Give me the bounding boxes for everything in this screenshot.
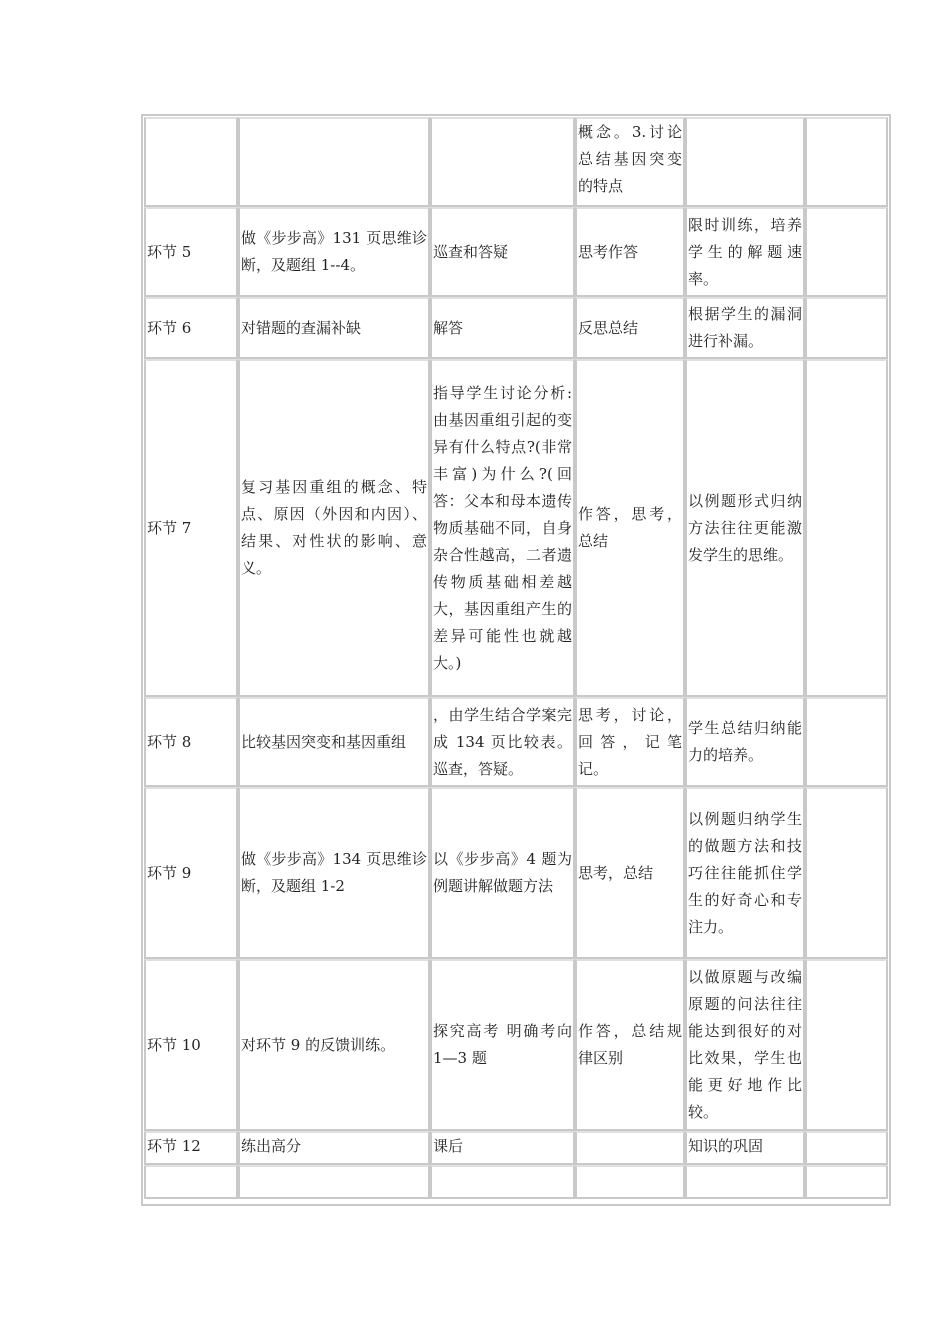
content-cell <box>238 117 430 207</box>
stage-cell <box>144 1165 238 1199</box>
student-activity-cell: 概念。3.讨论总结基因突变的特点 <box>575 117 685 207</box>
table-row <box>144 117 888 207</box>
stage-cell: 环节 10 <box>144 959 238 1131</box>
content-cell <box>238 1165 430 1199</box>
table-row <box>144 297 888 359</box>
stage-cell: 环节 6 <box>144 297 238 359</box>
teacher-activity-cell: 巡查和答疑 <box>430 207 575 297</box>
extra-cell <box>805 787 888 959</box>
teacher-activity-cell: 指导学生讨论分析:由基因重组引起的变异有什么特点?(非常丰富)为什么?(回答：父本和母本遗传物质基础不同，自身杂合性越高，二者遗传物质基础相差越大，基因重组产生的差异可能性也就越大。) <box>430 359 575 697</box>
content-cell: 对环节 9 的反馈训练。 <box>238 959 430 1131</box>
stage-cell <box>144 117 238 207</box>
table-row <box>144 207 888 297</box>
stage-cell: 环节 9 <box>144 787 238 959</box>
content-cell: 做《步步高》134 页思维诊断，及题组 1-2 <box>238 787 430 959</box>
content-cell: 比较基因突变和基因重组 <box>238 697 430 787</box>
teacher-activity-cell: 解答 <box>430 297 575 359</box>
extra-cell <box>805 297 888 359</box>
content-cell: 对错题的查漏补缺 <box>238 297 430 359</box>
student-activity-cell: 思考作答 <box>575 207 685 297</box>
table-row <box>144 959 888 1131</box>
design-intent-cell <box>685 1165 805 1199</box>
teacher-activity-cell: 以《步步高》4 题为例题讲解做题方法 <box>430 787 575 959</box>
lesson-plan-table <box>144 117 888 1199</box>
teacher-activity-cell <box>430 1165 575 1199</box>
content-cell: 练出高分 <box>238 1131 430 1165</box>
stage-cell: 环节 8 <box>144 697 238 787</box>
extra-cell <box>805 959 888 1131</box>
extra-cell <box>805 117 888 207</box>
student-activity-cell: 作答，思考，总结 <box>575 359 685 697</box>
table-row <box>144 1165 888 1199</box>
teacher-activity-cell: 课后 <box>430 1131 575 1165</box>
design-intent-cell: 限时训练，培养学生的解题速率。 <box>685 207 805 297</box>
stage-cell: 环节 12 <box>144 1131 238 1165</box>
design-intent-cell: 根据学生的漏洞进行补漏。 <box>685 297 805 359</box>
student-activity-cell: 反思总结 <box>575 297 685 359</box>
student-activity-cell <box>575 1131 685 1165</box>
extra-cell <box>805 1131 888 1165</box>
content-cell: 复习基因重组的概念、特点、原因（外因和内因）、结果、对性状的影响、意义。 <box>238 359 430 697</box>
design-intent-cell: 知识的巩固 <box>685 1131 805 1165</box>
teacher-activity-cell <box>430 117 575 207</box>
design-intent-cell: 以做原题与改编原题的问法往往能达到很好的对比效果，学生也能更好地作比较。 <box>685 959 805 1131</box>
design-intent-cell: 学生总结归纳能力的培养。 <box>685 697 805 787</box>
table-row <box>144 787 888 959</box>
teacher-activity-cell: 探究高考 明确考向 1—3 题 <box>430 959 575 1131</box>
teacher-activity-cell: ，由学生结合学案完成 134 页比较表。巡查，答疑。 <box>430 697 575 787</box>
design-intent-cell: 以例题形式归纳方法往往更能激发学生的思维。 <box>685 359 805 697</box>
table-row <box>144 359 888 697</box>
design-intent-cell: 以例题归纳学生的做题方法和技巧往往能抓住学生的好奇心和专注力。 <box>685 787 805 959</box>
table-row <box>144 697 888 787</box>
extra-cell <box>805 697 888 787</box>
extra-cell <box>805 207 888 297</box>
student-activity-cell: 思考，总结 <box>575 787 685 959</box>
student-activity-cell: 作答，总结规律区别 <box>575 959 685 1131</box>
student-activity-cell: 思考，讨论，回答，记笔记。 <box>575 697 685 787</box>
stage-cell: 环节 7 <box>144 359 238 697</box>
design-intent-cell <box>685 117 805 207</box>
extra-cell <box>805 359 888 697</box>
content-cell: 做《步步高》131 页思维诊断，及题组 1--4。 <box>238 207 430 297</box>
table-row <box>144 1131 888 1165</box>
student-activity-cell <box>575 1165 685 1199</box>
extra-cell <box>805 1165 888 1199</box>
stage-cell: 环节 5 <box>144 207 238 297</box>
